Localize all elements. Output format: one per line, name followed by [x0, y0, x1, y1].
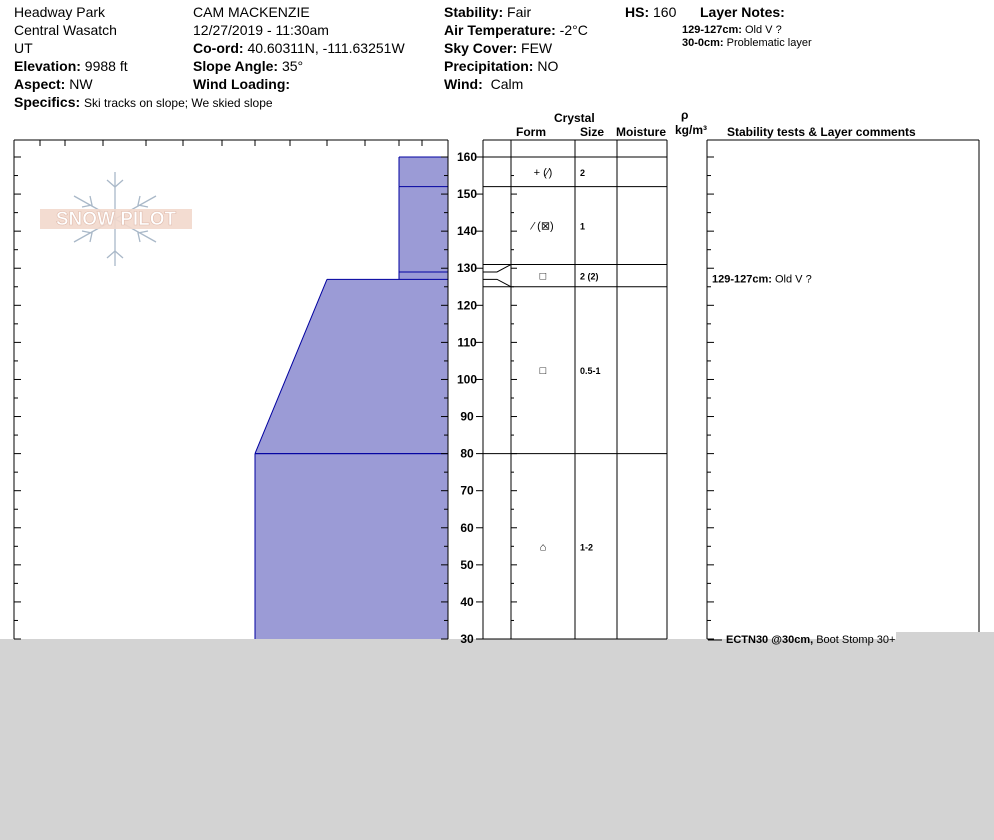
- hardness-layer-5: [255, 454, 448, 639]
- elevation-label: Elevation:: [14, 58, 81, 74]
- layer-form-1: + (⁄): [533, 166, 553, 179]
- comment-1: [712, 274, 812, 286]
- layer-size-5: 1-2: [580, 542, 594, 553]
- stability-value: Fair: [507, 4, 532, 20]
- crystal-header: Crystal: [554, 111, 595, 125]
- location-name: Headway Park: [14, 4, 106, 20]
- observer-name: CAM MACKENZIE: [193, 4, 310, 20]
- comment-2-label: ECTN30 @30cm,: [726, 634, 817, 647]
- stability-label: Stability:: [444, 4, 504, 20]
- layer-size-3: 2 (2): [580, 271, 599, 282]
- layer-form-3: □: [539, 270, 547, 283]
- depth-label-160: 160: [456, 150, 478, 164]
- hardness-layer-3: [399, 272, 448, 279]
- sky-value: FEW: [521, 40, 553, 56]
- hs-label: HS:: [625, 4, 650, 20]
- layer-comments: [708, 274, 895, 646]
- depth-label-40: 40: [460, 594, 474, 609]
- depth-label-60: 60: [460, 520, 474, 535]
- layer-form-4: □: [539, 365, 547, 378]
- observation-datetime: 12/27/2019 - 11:30am: [193, 22, 329, 38]
- layer-connector-kink-2: [483, 279, 511, 286]
- layer-form-5: ⌂: [539, 541, 547, 554]
- hardness-layer-4: [255, 279, 448, 453]
- depth-label-90: 90: [460, 409, 474, 424]
- layer-size-4: 0.5-1: [580, 366, 601, 377]
- slope-label: Slope Angle:: [193, 58, 279, 74]
- depth-label-130: 130: [456, 261, 478, 276]
- range-name: Central Wasatch: [14, 22, 117, 38]
- cover-strip: [896, 632, 994, 640]
- depth-label-80: 80: [460, 446, 474, 461]
- form-header: Form: [516, 125, 546, 139]
- depth-label-140: 140: [456, 224, 478, 239]
- state-name: UT: [14, 40, 33, 56]
- wind-label: Wind:: [444, 76, 483, 92]
- aspect-value: NW: [69, 76, 93, 92]
- density-unit-header: kg/m³: [675, 123, 708, 137]
- layer-connector-kink-1: [483, 265, 511, 272]
- hs-value: 160: [653, 4, 677, 20]
- hardness-layer-1: [399, 157, 448, 187]
- hardness-profile: [255, 157, 448, 639]
- hardness-layer-2: [399, 187, 448, 272]
- wind-loading-label: Wind Loading:: [193, 76, 291, 92]
- moisture-header: Moisture: [616, 125, 667, 139]
- layer-size-2: 1: [580, 221, 586, 232]
- specifics-value: Ski tracks on slope; We skied slope: [84, 96, 273, 110]
- layer-notes-heading: Layer Notes:: [700, 4, 785, 20]
- precip-value: NO: [537, 58, 559, 74]
- coord-label: Co-ord:: [193, 40, 244, 56]
- depth-label-120: 120: [456, 298, 478, 313]
- sky-label: Sky Cover:: [444, 40, 518, 56]
- depth-label-30: 30: [460, 632, 474, 647]
- size-header: Size: [580, 125, 605, 139]
- specifics-label: Specifics:: [14, 94, 81, 110]
- rho-header: ρ: [681, 108, 689, 122]
- layer-note-2-text: Problematic layer: [726, 37, 812, 49]
- depth-label-50: 50: [460, 557, 474, 572]
- logo-text: SNOW PILOT: [55, 209, 177, 230]
- depth-label-110: 110: [457, 335, 477, 350]
- crystal-table: [483, 140, 979, 639]
- layer-note-1-text: Old V ?: [745, 24, 782, 36]
- hardness-ticks: [40, 140, 422, 146]
- wind-value: Calm: [490, 76, 524, 92]
- slope-value: 35°: [281, 58, 304, 74]
- comments-header: Stability tests & Layer comments: [727, 125, 916, 139]
- coord-value: 40.60311N, -111.63251W: [247, 40, 405, 56]
- comment-1-label: 129-127cm:: [712, 273, 775, 286]
- layer-note-1-range: 129-127cm:: [682, 24, 742, 36]
- aspect-label: Aspect:: [14, 76, 66, 92]
- air-temp-label: Air Temperature:: [444, 22, 556, 38]
- layer-form-2: ⁄ (⊠): [532, 220, 554, 233]
- depth-label-100: 100: [456, 372, 478, 387]
- layer-note-2-range: 30-0cm:: [682, 37, 724, 49]
- layer-size-1: 2: [580, 167, 586, 178]
- air-temp-value: -2°C: [559, 22, 588, 38]
- comment-2: [726, 634, 895, 646]
- comment-2-text: Boot Stomp 30+: [816, 634, 896, 647]
- depth-label-70: 70: [460, 483, 474, 498]
- depth-label-150: 150: [456, 187, 478, 202]
- comment-1-text: Old V ?: [775, 273, 812, 286]
- precip-label: Precipitation:: [444, 58, 534, 74]
- elevation-value: 9988 ft: [84, 58, 128, 74]
